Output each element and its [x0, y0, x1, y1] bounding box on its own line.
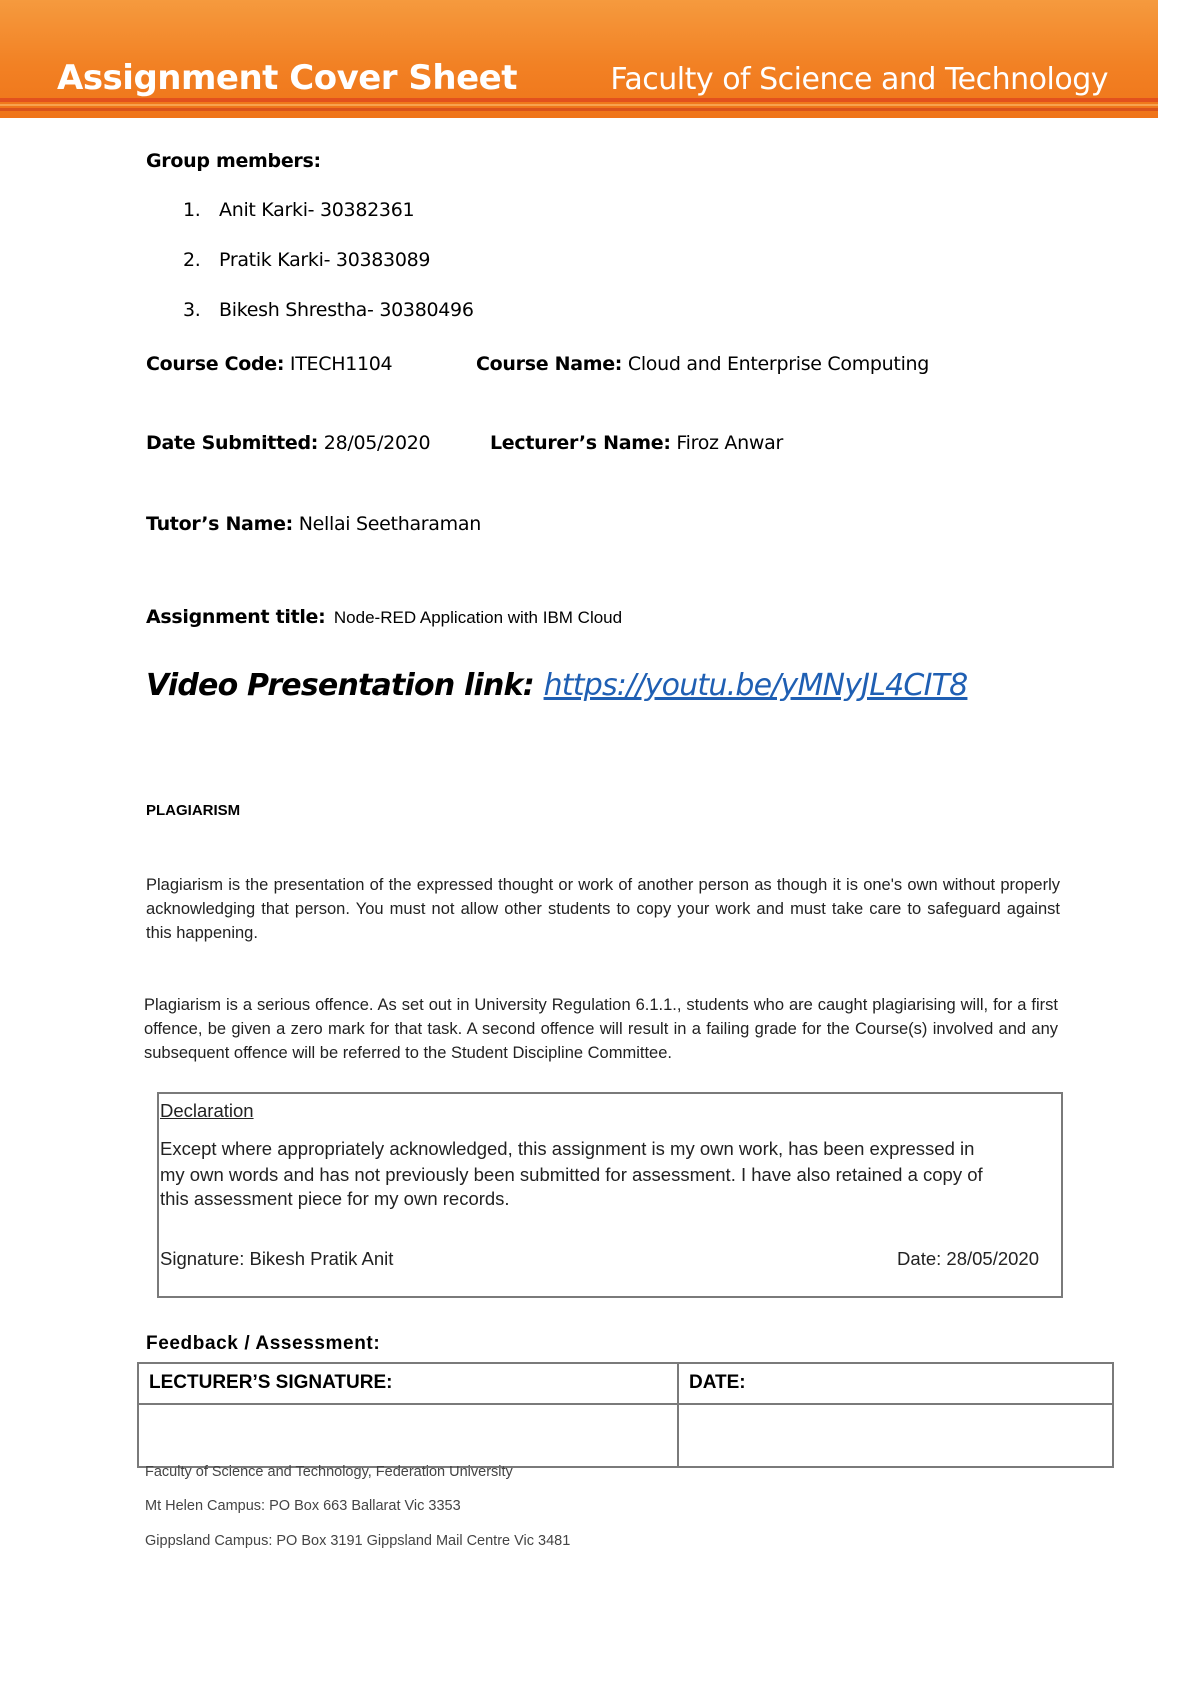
date-cell[interactable] — [678, 1404, 1113, 1467]
course-code — [146, 353, 392, 375]
course-name-value: Cloud and Enterprise Computing — [622, 353, 930, 375]
plagiarism-paragraph: Plagiarism is a serious offence. As set out in University Regulation 6.1.1., students who are caught plagiarising will, for a first offence, be given a zero mark for that task. A second offence will result in a failing grade for the Course(s) involved and any subsequent offence will be referred to the Student Discipline Committee. — [144, 996, 1058, 1062]
declaration-text: Except where appropriately acknowledged, this assignment is my own work, has been expressed in — [160, 1138, 975, 1159]
list-item: 1. Anit Karki- 30382361 — [183, 199, 415, 221]
assignment-title — [146, 606, 622, 628]
group-members-list — [183, 199, 474, 349]
header-stripe — [0, 108, 1158, 111]
tutor-name-label: Tutor’s Name: — [146, 513, 293, 535]
course-code-value: ITECH1104 — [284, 353, 393, 375]
declaration-date: Date: 28/05/2020 — [897, 1248, 1039, 1269]
declaration-box — [157, 1092, 1063, 1298]
footer-gippsland: Gippsland Campus: PO Box 3191 Gippsland Mail Centre Vic 3481 — [145, 1533, 571, 1549]
signature: Signature: Bikesh Pratik Anit — [160, 1248, 394, 1269]
lecturer-name-value: Firoz Anwar — [670, 432, 783, 454]
lecturer-signature-header: LECTURER’S SIGNATURE: — [138, 1363, 678, 1404]
group-members-label: Group members: — [146, 150, 321, 172]
list-item: 3. Bikesh Shrestha- 30380496 — [183, 299, 474, 321]
feedback-title: Feedback / Assessment: — [146, 1333, 381, 1354]
tutor-name-value: Nellai Seetharaman — [292, 513, 481, 535]
footer-faculty: Faculty of Science and Technology, Federation University — [145, 1464, 513, 1480]
list-item: 2. Pratik Karki- 30383089 — [183, 249, 431, 271]
assignment-title-label: Assignment title: — [146, 606, 326, 628]
footer-mt-helen: Mt Helen Campus: PO Box 663 Ballarat Vic 3353 — [145, 1498, 461, 1514]
tutor-name — [146, 513, 481, 535]
lecturer-name-label: Lecturer’s Name: — [490, 432, 671, 454]
faculty-name: Faculty of Science and Technology — [610, 62, 1108, 97]
video-label: Video Presentation link: — [146, 668, 544, 703]
video-presentation — [146, 668, 967, 703]
date-header: DATE: — [678, 1363, 1113, 1404]
page-title: Assignment Cover Sheet — [57, 58, 517, 98]
plagiarism-paragraph: Plagiarism is the presentation of the expressed thought or work of another person as though it is one's own without properly acknowledging that person. You must not allow other students to copy your work and must take care to safeguard against this happening. — [146, 876, 1060, 942]
header-banner — [0, 0, 1158, 118]
date-submitted-label: Date Submitted: — [146, 432, 319, 454]
declaration-text: this assessment piece for my own records. — [160, 1188, 510, 1209]
plagiarism-heading: PLAGIARISM — [146, 802, 241, 819]
declaration-text: my own words and has not previously been submitted for assessment. I have also retained a copy of — [160, 1164, 983, 1185]
lecturer-signature-cell[interactable] — [138, 1404, 678, 1467]
course-name-label: Course Name: — [476, 353, 623, 375]
header-stripe — [0, 98, 1158, 102]
header-stripe — [0, 104, 1158, 106]
video-link[interactable]: https://youtu.be/yMNyJL4CIT8 — [543, 668, 968, 703]
assignment-title-value: Node-RED Application with IBM Cloud — [333, 608, 623, 627]
date-submitted — [146, 432, 430, 454]
declaration-title: Declaration — [160, 1100, 254, 1121]
course-code-label: Course Code: — [146, 353, 285, 375]
date-submitted-value: 28/05/2020 — [318, 432, 431, 454]
course-name — [476, 353, 929, 375]
lecturer-name — [490, 432, 783, 454]
feedback-table — [137, 1362, 1114, 1468]
